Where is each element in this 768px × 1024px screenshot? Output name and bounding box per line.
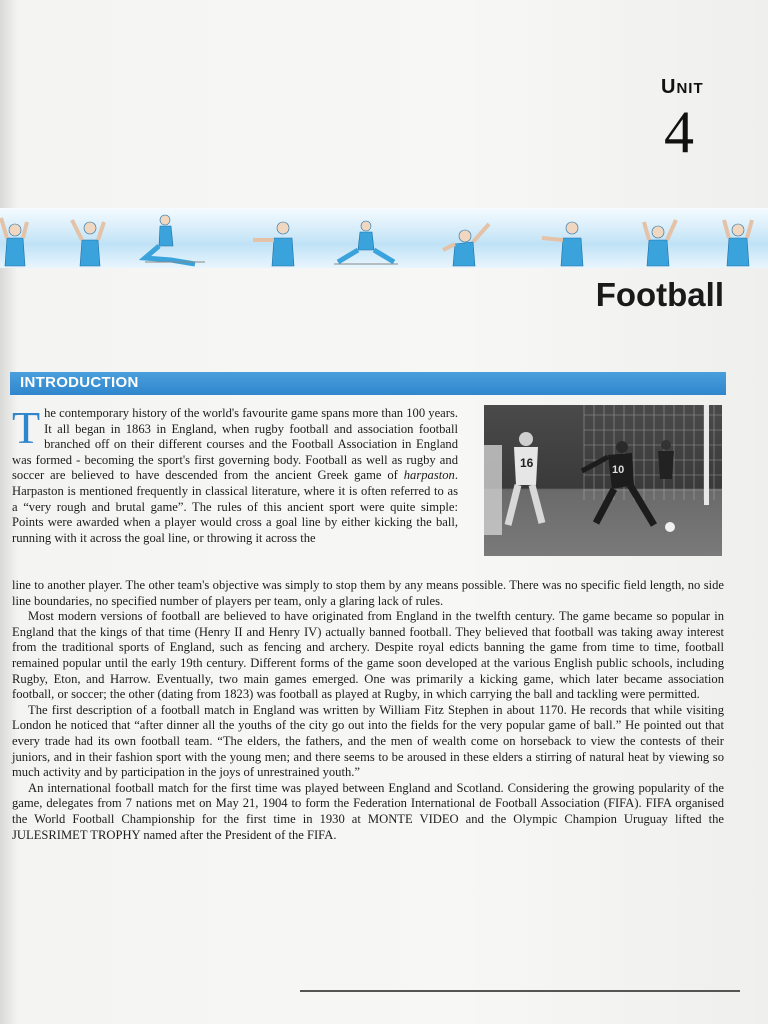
unit-label-big: U (661, 76, 677, 98)
page-bottom-rule (300, 990, 740, 992)
paragraph: The first description of a football match in England was written by William Fitz Stephen in about 1170. He records that while visiting London he noticed that “after dinner all the youths of the city go out into the fields for the very popular game of ball.” He pointed out that every trade had its own football team. “The elders, the fathers, and the men of wealth come on horseback to view the contests of their juniors, and in their fashion sport with the young men; and there seems to be aroused in these elders a stirring of natural heat by viewing so much activity and by participation in the joys of unrestrained youth.” (12, 702, 724, 780)
chapter-title: Football (595, 276, 724, 313)
football-match-photo (484, 405, 722, 556)
exercise-figure (644, 220, 676, 266)
exercise-figures-illustration (0, 208, 768, 268)
exercise-figure (253, 222, 294, 266)
body-text (12, 578, 724, 843)
intro-italic-word: harpaston (403, 468, 455, 483)
ball (665, 522, 675, 532)
football-photo-illustration (484, 405, 722, 556)
player-number-10: 10 (612, 464, 625, 476)
intro-text-1: he contemporary history of the world's favourite game spans more than 100 years. It all began in 1863 in England, when rugby football and association football branched off on their different courses and the Football Association in England was formed - becoming the sport's first governing body. Football as well as rugby and soccer are believed to have descended from the ancient Greek game of (12, 406, 459, 483)
exercise-figure (443, 224, 489, 266)
exercise-figure (145, 215, 205, 264)
exercise-figure (542, 222, 583, 266)
exercise-figure (334, 221, 398, 264)
paragraph: line to another player. The other team's objective was simply to stop them by any means possible. There was no specific field length, no side line boundaries, no specified number of players per team, only a glaring lack of rules. (12, 578, 724, 608)
exercise-figure (1, 218, 27, 266)
exercise-figure (72, 220, 104, 266)
exercise-banner (0, 208, 768, 268)
intro-text-2: . Harpaston is mentioned frequently in classical literature, where it is often referred to as a “very rough and brutal game”. The rules of this ancient sport were quite simple: Points were awarded when a player would cross a goal line by either kicking the ball, running with it across the goal line, or throwing it across the (12, 468, 458, 545)
unit-label (661, 76, 704, 99)
paragraph: An international football match for the first time was played between England and Scotland. Considering the growing popularity of the game, delegates from 7 nations met on May 21, 1904 to form the Federation International de Football Association (FIFA). FIFA organised the World Football Championship for the first time in 1930 at MONTE VIDEO and the Olympic Champion Uruguay lifted the JULESRIMET TROPHY named after the President of the FIFA. (12, 780, 724, 842)
unit-label-small: NIT (676, 80, 704, 97)
player-number-16: 16 (520, 456, 534, 470)
section-heading-bar (10, 372, 726, 395)
paragraph: Most modern versions of football are believed to have originated from England in the twelfth century. The game became so popular in England that the kings of that time (Henry II and Henry IV) actually banned football. They believed that football was taking away interest from the traditional sports of England, such as fencing and archery. Despite royal edicts banning the game from time to time, football remained popular until the early 19th century. Different forms of the game soon developed at the various English public schools, including Rugby, Eton, and Harrow. Eventually, two main games emerged. One was primarily a kicking game, which later became association football, or soccer; the other (dating from 1823) was football as played at Rugby, in which carrying the ball and tackling were permitted. (12, 609, 724, 702)
exercise-figure (724, 220, 752, 266)
section-heading: INTRODUCTION (20, 374, 139, 391)
intro-paragraph (12, 402, 459, 546)
unit-number: 4 (664, 99, 694, 165)
drop-cap: T (12, 402, 41, 453)
